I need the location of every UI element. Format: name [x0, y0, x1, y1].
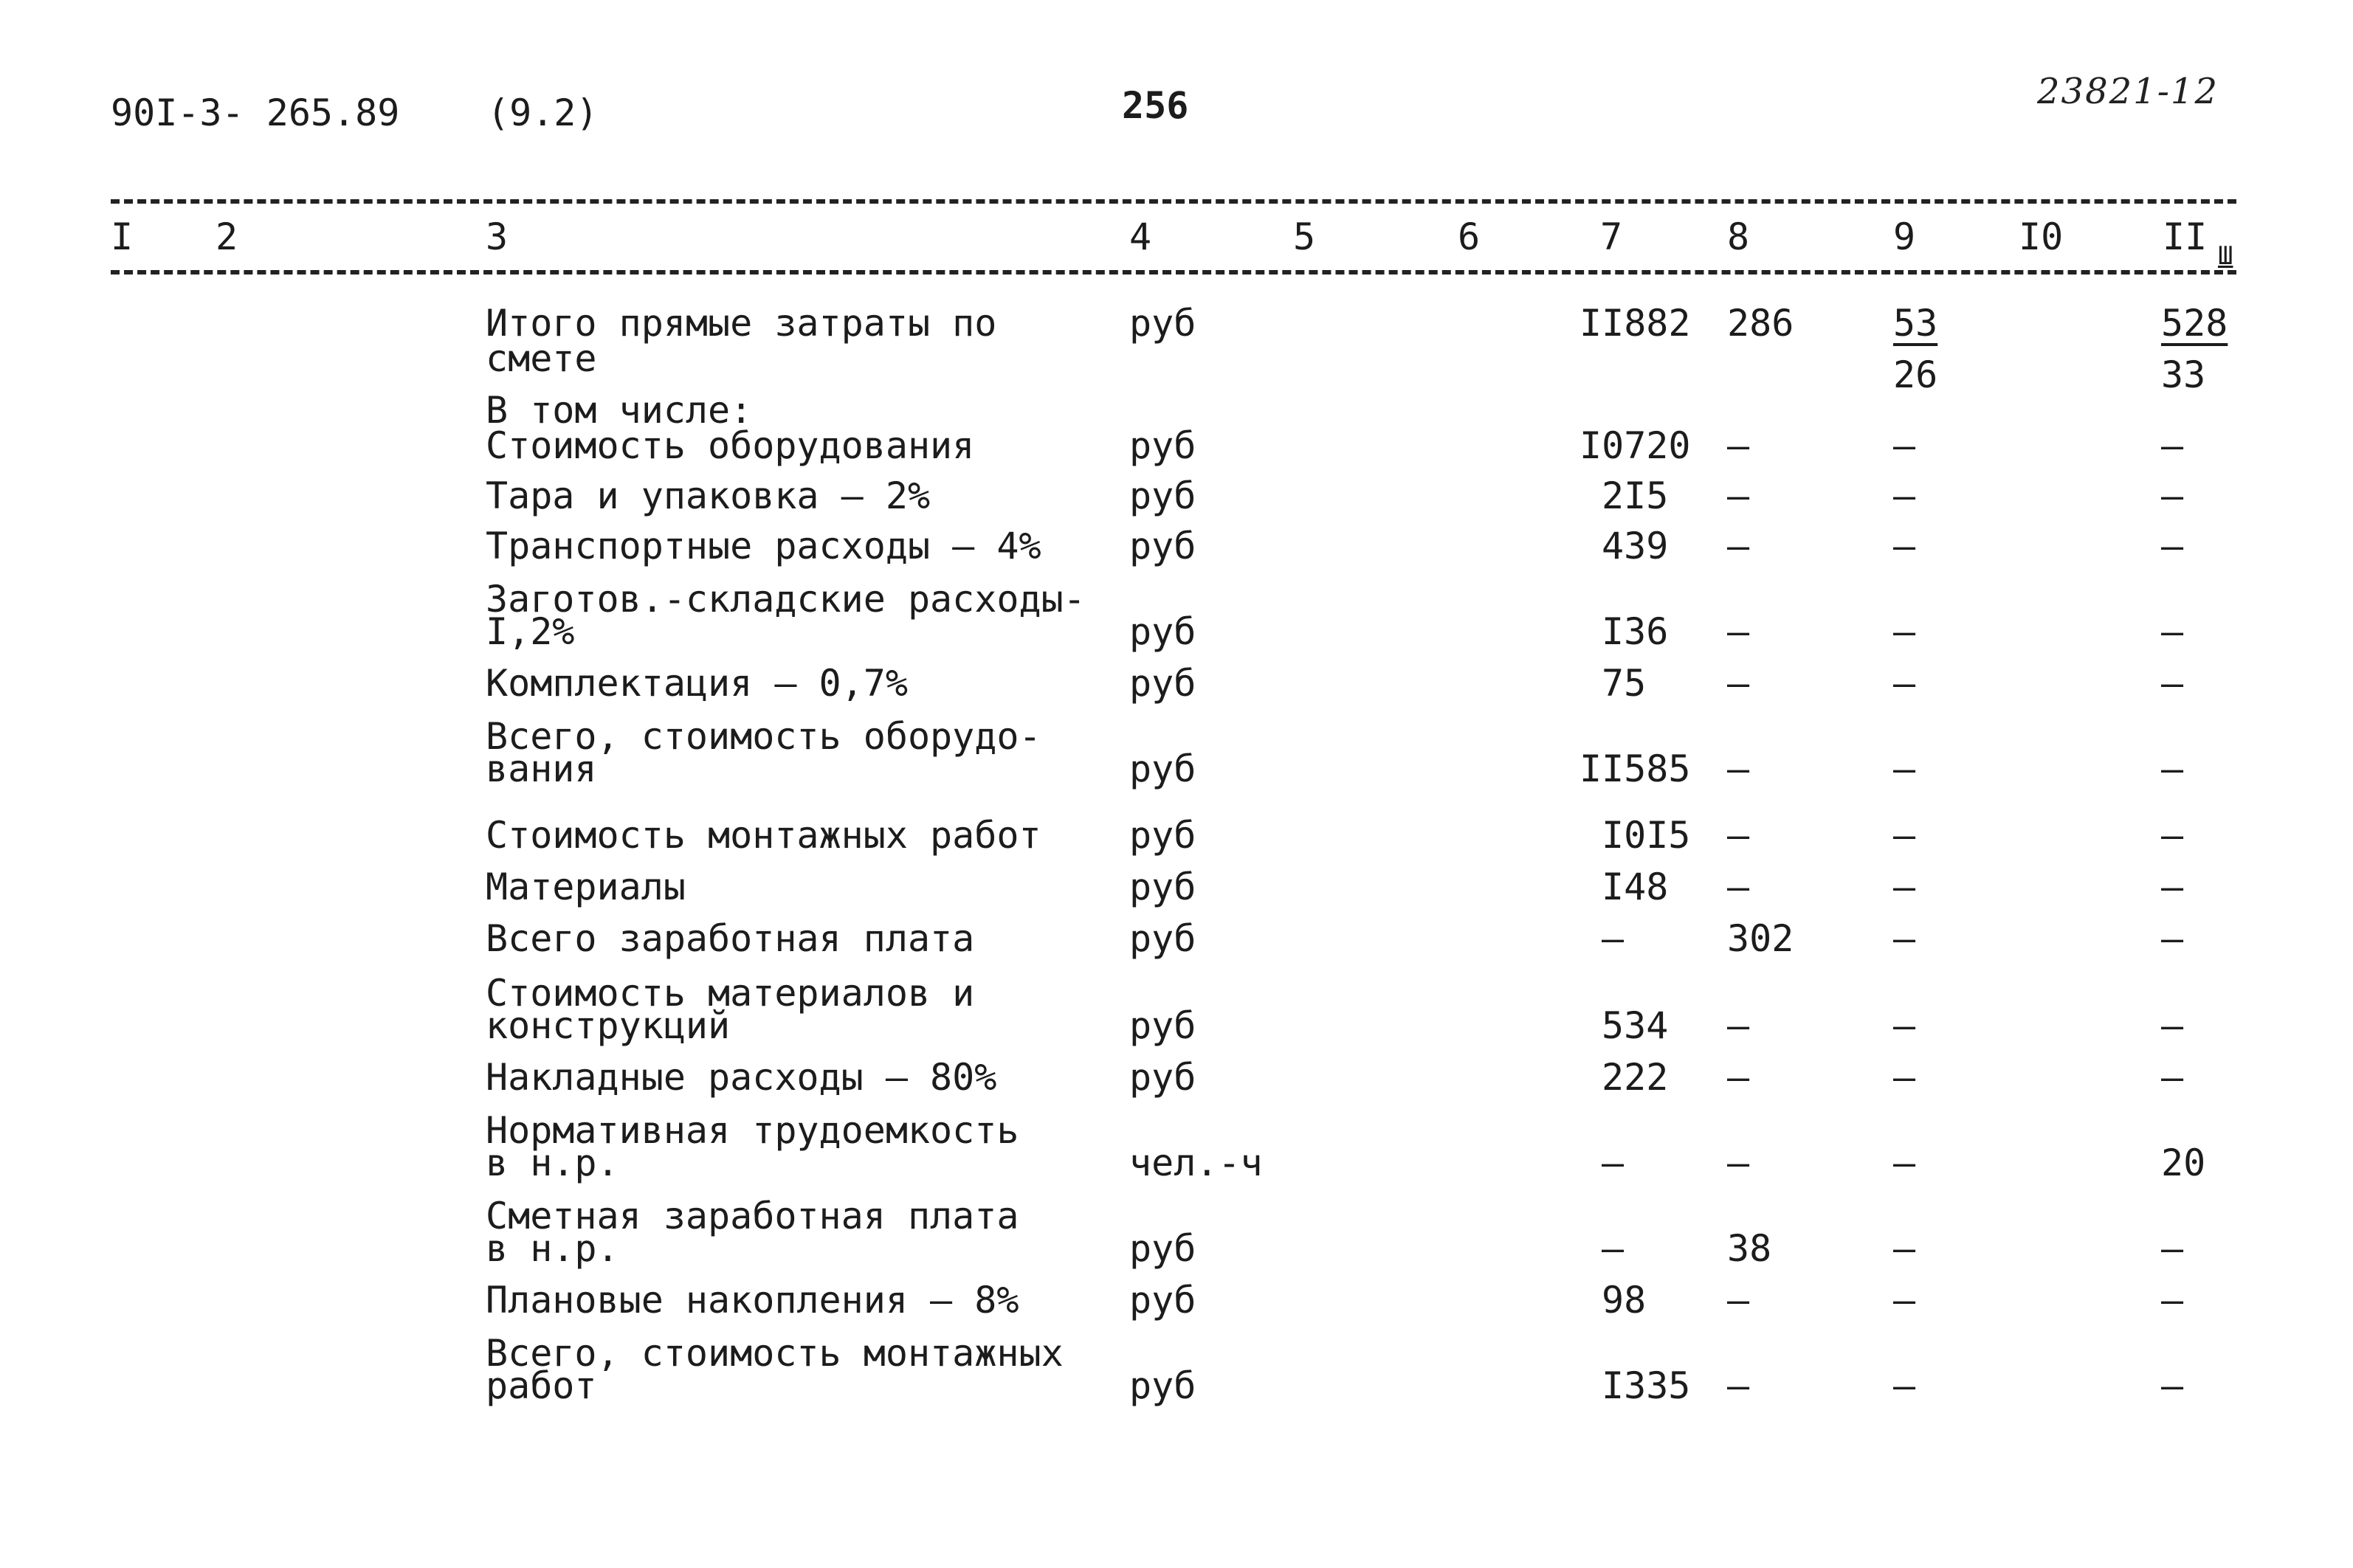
row-9-col7: I48 — [1602, 866, 1669, 908]
row-14-desc-line-2: в н.р. — [486, 1227, 619, 1270]
archive-stamp: 23821-12 — [2037, 71, 2219, 112]
row-8-col11: – — [2161, 814, 2184, 857]
row-1-col7: II882 — [1579, 302, 1691, 345]
col-header-2: 2 — [216, 215, 238, 258]
row-12-col11: – — [2161, 1056, 2184, 1099]
header-top-rule — [111, 199, 2236, 204]
row-6-desc: Комплектация – 0,7% — [486, 662, 908, 705]
row-12-col8: – — [1727, 1056, 1750, 1099]
row-12-col7: 222 — [1602, 1056, 1669, 1099]
row-14-col7: – — [1602, 1227, 1625, 1270]
row-4-col9: – — [1893, 525, 1916, 567]
row-16-col7: I335 — [1602, 1364, 1691, 1407]
row-9-unit: руб — [1129, 866, 1196, 908]
row-1-col9-numerator: 53 — [1893, 302, 1938, 345]
row-13-col11: 20 — [2161, 1142, 2206, 1184]
row-2-unit: руб — [1129, 424, 1196, 467]
row-1-desc-line-2: смете — [486, 337, 597, 380]
row-14-desc-line-1: Сметная заработная плата — [486, 1195, 1019, 1237]
row-10-col9: – — [1893, 917, 1916, 960]
col-header-8: 8 — [1727, 215, 1750, 258]
row-7-col11: – — [2161, 747, 2184, 790]
row-11-col11: – — [2161, 1004, 2184, 1047]
row-7-unit: руб — [1129, 747, 1196, 790]
col-header-1: I — [111, 215, 134, 258]
row-5-desc-line-2: I,2% — [486, 610, 575, 653]
row-2-col8: – — [1727, 424, 1750, 467]
row-11-col9: – — [1893, 1004, 1916, 1047]
row-8-col7: I0I5 — [1602, 814, 1691, 857]
header-bottom-rule — [111, 270, 2236, 274]
row-2-col9: – — [1893, 424, 1916, 467]
row-10-unit: руб — [1129, 917, 1196, 960]
row-7-col7: II585 — [1579, 747, 1691, 790]
row-9-col8: – — [1727, 866, 1750, 908]
row-6-col7: 75 — [1602, 662, 1647, 705]
row-9-col9: – — [1893, 866, 1916, 908]
row-9-desc: Материалы — [486, 866, 686, 908]
row-11-desc-line-2: конструкций — [486, 1004, 731, 1047]
page-number: 256 — [1122, 84, 1189, 127]
row-8-col9: – — [1893, 814, 1916, 857]
row-16-desc-line-2: работ — [486, 1364, 597, 1407]
col-header-10: I0 — [2019, 215, 2064, 258]
row-14-col9: – — [1893, 1227, 1916, 1270]
row-16-desc-line-1: Всего, стоимость монтажных — [486, 1332, 1064, 1375]
row-15-col8: – — [1727, 1279, 1750, 1322]
row-6-col9: – — [1893, 662, 1916, 705]
row-10-col7: – — [1602, 917, 1625, 960]
row-5-col11: – — [2161, 610, 2184, 653]
row-12-desc: Накладные расходы – 80% — [486, 1056, 997, 1099]
row-2-desc-line-2: Стоимость оборудования — [486, 424, 975, 467]
row-13-unit: чел.-ч — [1129, 1142, 1263, 1184]
row-15-unit: руб — [1129, 1279, 1196, 1322]
row-1-col9-denominator: 26 — [1893, 353, 1938, 396]
row-13-col7: – — [1602, 1142, 1625, 1184]
row-14-unit: руб — [1129, 1227, 1196, 1270]
col-header-3: 3 — [486, 215, 509, 258]
row-6-col8: – — [1727, 662, 1750, 705]
row-3-col8: – — [1727, 474, 1750, 517]
row-4-col8: – — [1727, 525, 1750, 567]
row-4-col11: – — [2161, 525, 2184, 567]
row-8-col8: – — [1727, 814, 1750, 857]
row-3-col7: 2I5 — [1602, 474, 1669, 517]
row-3-unit: руб — [1129, 474, 1196, 517]
row-3-col9: – — [1893, 474, 1916, 517]
row-8-unit: руб — [1129, 814, 1196, 857]
document-code: 90I-3- 265.89 — [111, 91, 400, 134]
row-16-col11: – — [2161, 1364, 2184, 1407]
row-1-col11-numerator: 528 — [2161, 302, 2228, 345]
row-6-unit: руб — [1129, 662, 1196, 705]
row-7-desc-line-2: вания — [486, 747, 597, 790]
row-15-col9: – — [1893, 1279, 1916, 1322]
row-2-desc-line-1: В том числе: — [486, 389, 753, 432]
section-number: (9.2) — [487, 91, 599, 134]
col-header-6: 6 — [1458, 215, 1481, 258]
row-8-desc: Стоимость монтажных работ — [486, 814, 1041, 857]
row-10-desc: Всего заработная плата — [486, 917, 975, 960]
row-13-col8: – — [1727, 1142, 1750, 1184]
row-16-unit: руб — [1129, 1364, 1196, 1407]
row-5-unit: руб — [1129, 610, 1196, 653]
row-5-col8: – — [1727, 610, 1750, 653]
row-15-col7: 98 — [1602, 1279, 1647, 1322]
row-16-col9: – — [1893, 1364, 1916, 1407]
row-14-col11: – — [2161, 1227, 2184, 1270]
row-15-col11: – — [2161, 1279, 2184, 1322]
row-11-desc-line-1: Стоимость материалов и — [486, 972, 975, 1015]
col-header-11: II — [2163, 215, 2208, 258]
row-10-col8: 302 — [1727, 917, 1794, 960]
row-7-col8: – — [1727, 747, 1750, 790]
row-2-col11: – — [2161, 424, 2184, 467]
row-1-unit: руб — [1129, 302, 1196, 345]
row-10-col11: – — [2161, 917, 2184, 960]
row-4-desc: Транспортные расходы – 4% — [486, 525, 1041, 567]
row-11-col8: – — [1727, 1004, 1750, 1047]
row-14-col8: 38 — [1727, 1227, 1772, 1270]
row-4-col7: 439 — [1602, 525, 1669, 567]
row-13-desc-line-1: Нормативная трудоемкость — [486, 1109, 1019, 1152]
row-5-col7: I36 — [1602, 610, 1669, 653]
row-4-unit: руб — [1129, 525, 1196, 567]
row-2-col7: I0720 — [1579, 424, 1691, 467]
row-5-desc-line-1: Заготов.-складские расходы- — [486, 578, 1086, 621]
row-1-col11-denominator: 33 — [2161, 353, 2206, 396]
row-3-col11: – — [2161, 474, 2184, 517]
col-header-7: 7 — [1600, 215, 1623, 258]
row-11-col7: 534 — [1602, 1004, 1669, 1047]
row-9-col11: – — [2161, 866, 2184, 908]
row-6-col11: – — [2161, 662, 2184, 705]
row-12-unit: руб — [1129, 1056, 1196, 1099]
row-13-col9: – — [1893, 1142, 1916, 1184]
row-11-unit: руб — [1129, 1004, 1196, 1047]
row-15-desc: Плановые накопления – 8% — [486, 1279, 1019, 1322]
row-5-col9: – — [1893, 610, 1916, 653]
row-16-col8: – — [1727, 1364, 1750, 1407]
row-12-col9: – — [1893, 1056, 1916, 1099]
col-header-4: 4 — [1129, 215, 1152, 258]
row-1-col8: 286 — [1727, 302, 1794, 345]
row-13-desc-line-2: в н.р. — [486, 1142, 619, 1184]
col-header-9: 9 — [1893, 215, 1916, 258]
col-header-12: Ш — [2218, 241, 2233, 271]
row-7-col9: – — [1893, 747, 1916, 790]
row-3-desc: Тара и упаковка – 2% — [486, 474, 931, 517]
col-header-5: 5 — [1293, 215, 1316, 258]
row-7-desc-line-1: Всего, стоимость оборудо- — [486, 715, 1041, 758]
row-1-desc-line-1: Итого прямые затраты по — [486, 302, 997, 345]
